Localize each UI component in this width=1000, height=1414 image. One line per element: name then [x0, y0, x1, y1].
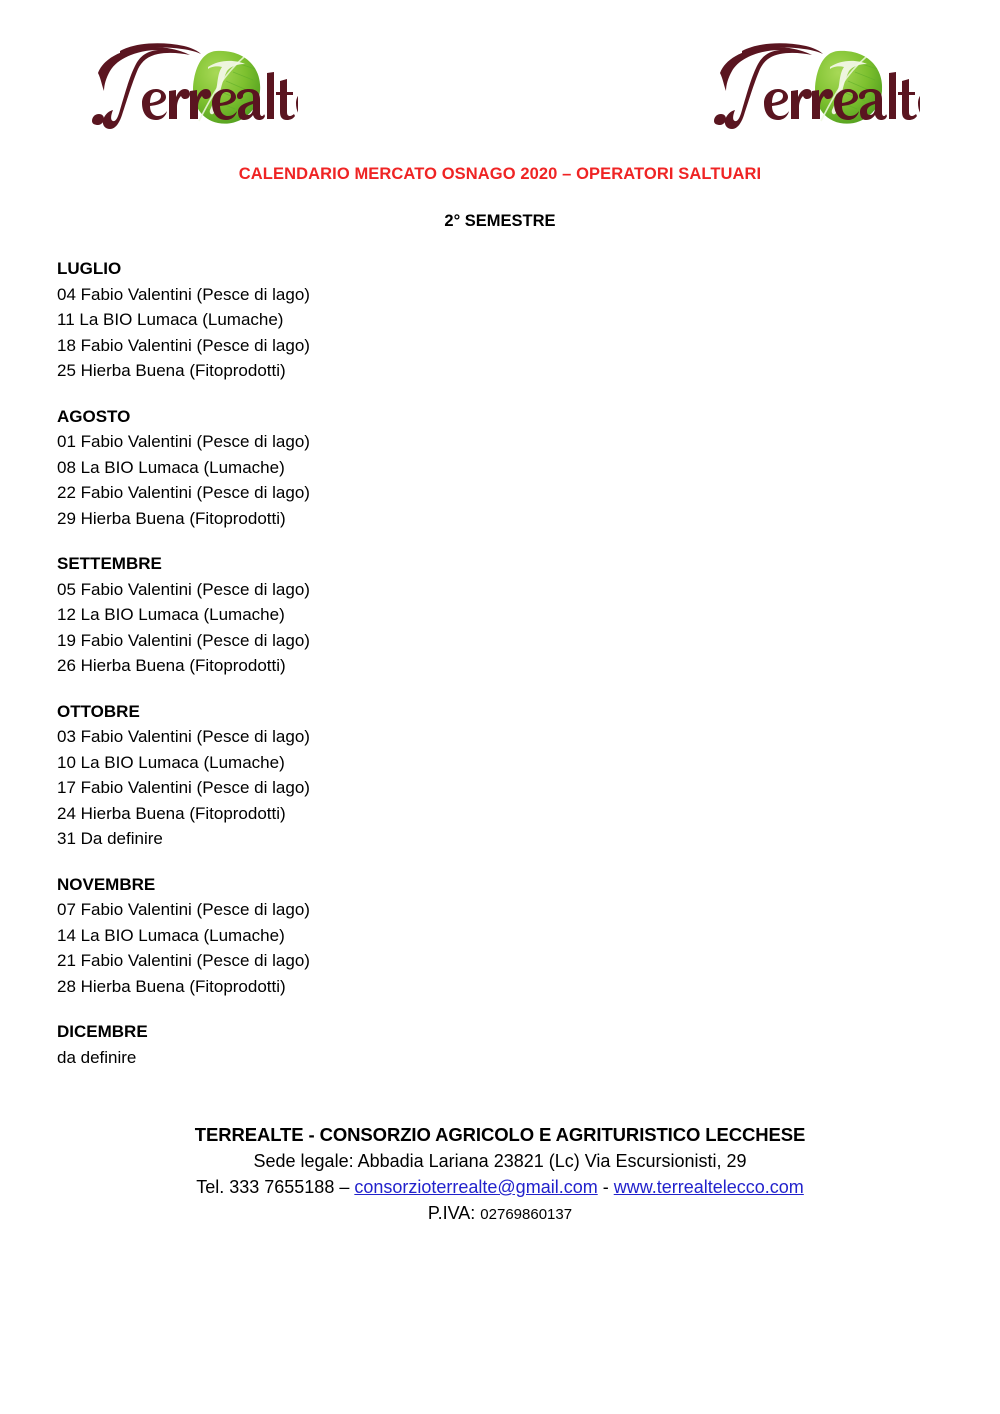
footer-contact-line	[0, 1174, 1000, 1200]
calendar-entry: 17 Fabio Valentini (Pesce di lago)	[57, 778, 310, 797]
month-block	[57, 551, 657, 679]
terrealte-logo-graphic	[68, 33, 298, 138]
month-heading: AGOSTO	[57, 406, 131, 426]
footer-vat-line	[0, 1200, 1000, 1228]
calendar-entry: 29 Hierba Buena (Fitoprodotti)	[57, 508, 286, 528]
month-block	[57, 256, 657, 384]
calendar-entry: 18 Fabio Valentini (Pesce di lago)	[57, 335, 310, 355]
calendar-entry: 31 Da definire	[57, 829, 163, 848]
calendar-entry: 01 Fabio Valentini (Pesce di lago)	[57, 432, 310, 451]
calendar-entry: 10 La BIO Lumaca (Lumache)	[57, 752, 285, 772]
leaf-icon	[193, 51, 260, 124]
month-block	[57, 1019, 657, 1070]
month-heading: DICEMBRE	[57, 1022, 148, 1041]
leaf-icon	[815, 51, 882, 124]
calendar-entry: 03 Fabio Valentini (Pesce di lago)	[57, 727, 310, 746]
calendar-entry: 04 Fabio Valentini (Pesce di lago)	[57, 284, 310, 304]
page-title: CALENDARIO MERCATO OSNAGO 2020 – OPERATORI SALTUARI	[238, 165, 762, 183]
footer-vat-number: 02769860137	[480, 1206, 573, 1223]
calendar-entry: 05 Fabio Valentini (Pesce di lago)	[57, 579, 310, 599]
footer-phone: Tel. 333 7655188 –	[196, 1177, 355, 1197]
footer-vat-label: P.IVA:	[427, 1203, 481, 1223]
calendar-entry: 14 La BIO Lumaca (Lumache)	[57, 925, 285, 945]
calendar-entry: 11 La BIO Lumaca (Lumache)	[57, 310, 284, 329]
footer-address: Sede legale: Abbadia Lariana 23821 (Lc) Via Escursionisti, 29	[253, 1151, 747, 1171]
month-heading: SETTEMBRE	[57, 554, 162, 573]
logo-terrealte-left	[68, 33, 298, 138]
page-subtitle: 2° SEMESTRE	[444, 212, 556, 230]
month-block	[57, 404, 657, 532]
month-block	[57, 872, 657, 1000]
calendar-entry: 25 Hierba Buena (Fitoprodotti)	[57, 361, 286, 380]
calendar-entry: 28 Hierba Buena (Fitoprodotti)	[57, 976, 286, 996]
header-logo-band	[0, 0, 1000, 150]
footer-organization-name: TERREALTE - CONSORZIO AGRICOLO E AGRITURISTICO LECCHESE	[194, 1124, 806, 1145]
calendar-entry: 19 Fabio Valentini (Pesce di lago)	[57, 630, 310, 650]
footer-contact-separator: -	[597, 1177, 614, 1197]
calendar-entry: 22 Fabio Valentini (Pesce di lago)	[57, 483, 310, 502]
footer	[0, 1122, 1000, 1228]
calendar-entry: 24 Hierba Buena (Fitoprodotti)	[57, 803, 286, 823]
logo-terrealte-right	[690, 33, 920, 138]
month-heading: OTTOBRE	[57, 701, 140, 721]
month-block	[57, 699, 657, 852]
calendar-entry: 12 La BIO Lumaca (Lumache)	[57, 605, 285, 624]
month-heading: NOVEMBRE	[57, 874, 156, 894]
calendar-entry: da definire	[57, 1047, 137, 1067]
footer-website-link[interactable]: www.terrealtelecco.com	[613, 1177, 804, 1197]
month-heading: LUGLIO	[57, 259, 122, 278]
calendar-entry: 21 Fabio Valentini (Pesce di lago)	[57, 951, 310, 970]
calendar-entry: 08 La BIO Lumaca (Lumache)	[57, 457, 285, 477]
calendar-entry: 26 Hierba Buena (Fitoprodotti)	[57, 656, 286, 675]
calendar-list	[57, 256, 657, 1070]
calendar-entry: 07 Fabio Valentini (Pesce di lago)	[57, 900, 310, 919]
terrealte-logo-graphic	[690, 33, 920, 138]
footer-email-link[interactable]: consorzioterrealte@gmail.com	[354, 1177, 598, 1197]
